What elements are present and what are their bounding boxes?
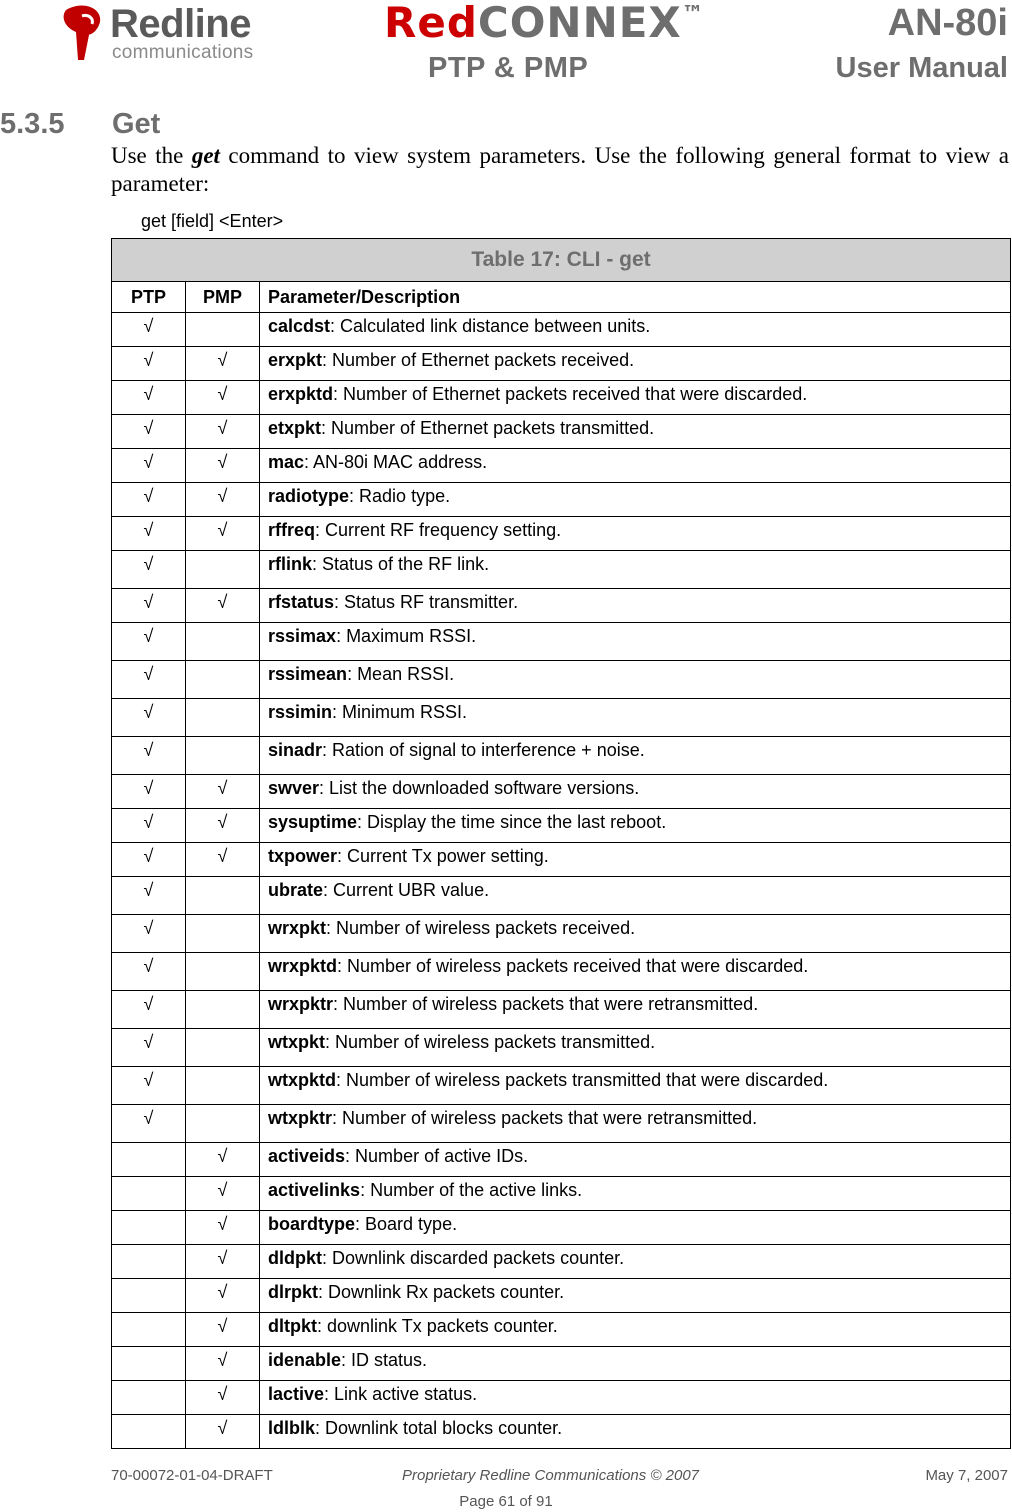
pmp-cell: √ bbox=[186, 589, 260, 623]
ptp-cell: √ bbox=[112, 953, 186, 991]
parameter-description: : Link active status. bbox=[324, 1384, 478, 1404]
table-row bbox=[112, 737, 1011, 775]
parameter-cell bbox=[260, 517, 1011, 551]
parameter-cell bbox=[260, 1381, 1011, 1415]
table-row bbox=[112, 699, 1011, 737]
parameter-cell bbox=[260, 1177, 1011, 1211]
ptp-cell: √ bbox=[112, 415, 186, 449]
table-row bbox=[112, 1177, 1011, 1211]
parameter-name: idenable bbox=[268, 1350, 342, 1370]
parameter-description: : Calculated link distance between units. bbox=[330, 316, 651, 336]
pmp-cell: √ bbox=[186, 775, 260, 809]
ptp-cell: √ bbox=[112, 877, 186, 915]
parameter-cell bbox=[260, 775, 1011, 809]
ptp-cell: √ bbox=[112, 449, 186, 483]
parameter-name: erxpktd bbox=[268, 384, 334, 404]
ptp-cell bbox=[112, 1211, 186, 1245]
ptp-cell: √ bbox=[112, 551, 186, 589]
footer-doc-id: 70-00072-01-04-DRAFT bbox=[111, 1467, 273, 1484]
pmp-cell: √ bbox=[186, 809, 260, 843]
pmp-cell bbox=[186, 877, 260, 915]
parameter-description: : Current Tx power setting. bbox=[337, 846, 549, 866]
parameter-description: : AN-80i MAC address. bbox=[304, 452, 488, 472]
parameter-description: : Number of wireless packets received. bbox=[326, 918, 636, 938]
parameter-cell bbox=[260, 699, 1011, 737]
ptp-cell: √ bbox=[112, 775, 186, 809]
pmp-cell bbox=[186, 661, 260, 699]
pmp-cell bbox=[186, 1067, 260, 1105]
pmp-cell bbox=[186, 551, 260, 589]
ptp-cell bbox=[112, 1313, 186, 1347]
parameter-description: : Number of Ethernet packets received. bbox=[322, 350, 635, 370]
table-row bbox=[112, 449, 1011, 483]
parameter-description: : Downlink discarded packets counter. bbox=[322, 1248, 625, 1268]
ptp-cell: √ bbox=[112, 737, 186, 775]
table-row bbox=[112, 415, 1011, 449]
table-row bbox=[112, 775, 1011, 809]
parameter-name: sinadr bbox=[268, 740, 323, 760]
ptp-cell: √ bbox=[112, 313, 186, 347]
brand-red-part: Red bbox=[384, 0, 478, 47]
parameter-cell bbox=[260, 381, 1011, 415]
pmp-cell: √ bbox=[186, 1347, 260, 1381]
parameter-name: radiotype bbox=[268, 486, 350, 506]
parameter-name: rfstatus bbox=[268, 592, 335, 612]
parameter-description: : Minimum RSSI. bbox=[332, 702, 468, 722]
pmp-cell: √ bbox=[186, 843, 260, 877]
table-caption: Table 17: CLI - get bbox=[112, 239, 1011, 282]
parameter-name: activelinks bbox=[268, 1180, 361, 1200]
brand-grey-part: CONNEX bbox=[477, 0, 682, 47]
parameter-description: : Current UBR value. bbox=[323, 880, 490, 900]
table-row bbox=[112, 1211, 1011, 1245]
table-row bbox=[112, 1347, 1011, 1381]
parameter-cell bbox=[260, 877, 1011, 915]
parameter-name: dlrpkt bbox=[268, 1282, 319, 1302]
parameter-cell bbox=[260, 347, 1011, 381]
pmp-cell: √ bbox=[186, 1415, 260, 1449]
table-row bbox=[112, 1279, 1011, 1313]
intro-paragraph bbox=[111, 142, 1009, 198]
parameter-name: erxpkt bbox=[268, 350, 323, 370]
parameter-description: : Status RF transmitter. bbox=[334, 592, 519, 612]
table-row bbox=[112, 1105, 1011, 1143]
parameter-description: : Number of wireless packets transmitted. bbox=[325, 1032, 656, 1052]
parameter-description: : Radio type. bbox=[349, 486, 451, 506]
product-subtitle: PTP & PMP bbox=[428, 52, 589, 84]
column-header-pmp: PMP bbox=[186, 282, 260, 313]
parameter-name: activeids bbox=[268, 1146, 346, 1166]
parameter-cell bbox=[260, 589, 1011, 623]
parameter-description: : Number of active IDs. bbox=[345, 1146, 529, 1166]
table-row bbox=[112, 1067, 1011, 1105]
parameter-cell bbox=[260, 1211, 1011, 1245]
table-row bbox=[112, 991, 1011, 1029]
parameter-description: : Number of wireless packets transmitted that were discarded. bbox=[336, 1070, 829, 1090]
parameter-name: rffreq bbox=[268, 520, 316, 540]
parameter-description: : Mean RSSI. bbox=[347, 664, 455, 684]
redline-logo bbox=[56, 2, 276, 64]
pmp-cell bbox=[186, 1105, 260, 1143]
ptp-cell: √ bbox=[112, 661, 186, 699]
ptp-cell: √ bbox=[112, 517, 186, 551]
ptp-cell: √ bbox=[112, 1105, 186, 1143]
ptp-cell bbox=[112, 1143, 186, 1177]
parameter-name: wrxpktd bbox=[268, 956, 338, 976]
parameter-cell bbox=[260, 1415, 1011, 1449]
logo-subtext: communications bbox=[112, 42, 254, 63]
pmp-cell: √ bbox=[186, 483, 260, 517]
ptp-cell: √ bbox=[112, 483, 186, 517]
parameter-cell bbox=[260, 483, 1011, 517]
table-row bbox=[112, 661, 1011, 699]
parameter-description: : Downlink Rx packets counter. bbox=[318, 1282, 565, 1302]
parameter-name: txpower bbox=[268, 846, 338, 866]
parameter-cell bbox=[260, 809, 1011, 843]
pmp-cell bbox=[186, 953, 260, 991]
parameter-cell bbox=[260, 1347, 1011, 1381]
parameter-name: dltpkt bbox=[268, 1316, 317, 1336]
ptp-cell: √ bbox=[112, 623, 186, 661]
parameter-description: : List the downloaded software versions. bbox=[319, 778, 640, 798]
ptp-cell: √ bbox=[112, 347, 186, 381]
ptp-cell: √ bbox=[112, 381, 186, 415]
parameter-cell bbox=[260, 1279, 1011, 1313]
intro-text-pre: Use the bbox=[111, 143, 192, 168]
parameter-name: wrxpktr bbox=[268, 994, 334, 1014]
ptp-cell: √ bbox=[112, 915, 186, 953]
parameter-cell bbox=[260, 1245, 1011, 1279]
pmp-cell: √ bbox=[186, 449, 260, 483]
parameter-description: : Number of Ethernet packets transmitted. bbox=[321, 418, 655, 438]
parameter-cell bbox=[260, 953, 1011, 991]
parameter-description: : Ration of signal to interference + noise. bbox=[322, 740, 645, 760]
ptp-cell: √ bbox=[112, 1029, 186, 1067]
pmp-cell: √ bbox=[186, 415, 260, 449]
ptp-cell bbox=[112, 1415, 186, 1449]
table-row bbox=[112, 877, 1011, 915]
parameter-description: : Number of the active links. bbox=[360, 1180, 583, 1200]
parameter-name: calcdst bbox=[268, 316, 331, 336]
table-row bbox=[112, 1415, 1011, 1449]
intro-command: get bbox=[191, 143, 220, 168]
model-name: AN-80i bbox=[887, 2, 1008, 44]
parameter-name: rssimin bbox=[268, 702, 333, 722]
parameter-name: wtxpktr bbox=[268, 1108, 333, 1128]
table-row bbox=[112, 517, 1011, 551]
parameter-description: : Number of wireless packets received that were discarded. bbox=[337, 956, 809, 976]
parameter-cell bbox=[260, 1029, 1011, 1067]
pmp-cell bbox=[186, 313, 260, 347]
parameter-cell bbox=[260, 313, 1011, 347]
parameter-cell bbox=[260, 1143, 1011, 1177]
ptp-cell: √ bbox=[112, 699, 186, 737]
table-row bbox=[112, 551, 1011, 589]
footer-page-number: Page 61 of 91 bbox=[459, 1493, 553, 1510]
pmp-cell: √ bbox=[186, 1143, 260, 1177]
parameter-name: ldlblk bbox=[268, 1418, 316, 1438]
ptp-cell: √ bbox=[112, 1067, 186, 1105]
intro-text-post: command to view system parameters. Use the following general format to view a parameter: bbox=[111, 143, 1010, 196]
parameter-name: sysuptime bbox=[268, 812, 358, 832]
parameter-description: : Current RF frequency setting. bbox=[315, 520, 562, 540]
pmp-cell bbox=[186, 699, 260, 737]
parameter-cell bbox=[260, 415, 1011, 449]
pmp-cell: √ bbox=[186, 1245, 260, 1279]
table-row bbox=[112, 347, 1011, 381]
parameter-name: rflink bbox=[268, 554, 313, 574]
ptp-cell: √ bbox=[112, 589, 186, 623]
pmp-cell bbox=[186, 915, 260, 953]
parameter-name: etxpkt bbox=[268, 418, 322, 438]
parameter-cell bbox=[260, 661, 1011, 699]
parameter-name: ubrate bbox=[268, 880, 324, 900]
parameter-name: boardtype bbox=[268, 1214, 356, 1234]
ptp-cell: √ bbox=[112, 843, 186, 877]
parameter-name: wrxpkt bbox=[268, 918, 327, 938]
section-heading bbox=[0, 108, 160, 141]
table-row bbox=[112, 313, 1011, 347]
command-syntax: get [field] <Enter> bbox=[141, 211, 284, 231]
column-header-ptp: PTP bbox=[112, 282, 186, 313]
parameter-name: swver bbox=[268, 778, 320, 798]
parameter-description: : ID status. bbox=[341, 1350, 428, 1370]
parameter-description: : Number of wireless packets that were retransmitted. bbox=[333, 994, 759, 1014]
ptp-cell: √ bbox=[112, 809, 186, 843]
ptp-cell bbox=[112, 1381, 186, 1415]
parameter-cell bbox=[260, 915, 1011, 953]
table-row bbox=[112, 623, 1011, 661]
table-row bbox=[112, 953, 1011, 991]
parameter-name: dldpkt bbox=[268, 1248, 322, 1268]
logo-wordmark: Redline bbox=[110, 2, 251, 46]
table-row bbox=[112, 483, 1011, 517]
table-row bbox=[112, 1245, 1011, 1279]
pmp-cell: √ bbox=[186, 1313, 260, 1347]
table-row bbox=[112, 1313, 1011, 1347]
parameter-description: : Number of wireless packets that were retransmitted. bbox=[332, 1108, 758, 1128]
cli-get-table bbox=[111, 238, 1011, 1449]
parameter-description: : Downlink total blocks counter. bbox=[315, 1418, 563, 1438]
ptp-cell bbox=[112, 1279, 186, 1313]
trademark-symbol: ™ bbox=[681, 2, 705, 27]
ptp-cell bbox=[112, 1245, 186, 1279]
table-row bbox=[112, 381, 1011, 415]
pmp-cell: √ bbox=[186, 1177, 260, 1211]
pmp-cell bbox=[186, 737, 260, 775]
parameter-name: wtxpktd bbox=[268, 1070, 337, 1090]
pmp-cell bbox=[186, 1029, 260, 1067]
parameter-description: : Status of the RF link. bbox=[312, 554, 490, 574]
parameter-description: : Display the time since the last reboot. bbox=[357, 812, 667, 832]
ptp-cell bbox=[112, 1347, 186, 1381]
section-number: 5.3.5 bbox=[0, 108, 65, 140]
parameter-cell bbox=[260, 623, 1011, 661]
parameter-cell bbox=[260, 737, 1011, 775]
parameter-description: : Number of Ethernet packets received that were discarded. bbox=[333, 384, 808, 404]
document-type: User Manual bbox=[835, 52, 1008, 84]
parameter-name: mac bbox=[268, 452, 305, 472]
parameter-cell bbox=[260, 1313, 1011, 1347]
footer-date: May 7, 2007 bbox=[925, 1467, 1008, 1484]
pmp-cell: √ bbox=[186, 347, 260, 381]
parameter-name: wtxpkt bbox=[268, 1032, 326, 1052]
column-header-parameter: Parameter/Description bbox=[260, 282, 1011, 313]
parameter-description: : Board type. bbox=[355, 1214, 458, 1234]
footer-proprietary: Proprietary Redline Communications © 2007 bbox=[402, 1467, 700, 1484]
parameter-cell bbox=[260, 843, 1011, 877]
pmp-cell bbox=[186, 623, 260, 661]
section-title: Get bbox=[112, 108, 161, 140]
parameter-cell bbox=[260, 1105, 1011, 1143]
parameter-cell bbox=[260, 551, 1011, 589]
pmp-cell: √ bbox=[186, 1381, 260, 1415]
redline-swoosh-icon bbox=[56, 2, 110, 64]
pmp-cell: √ bbox=[186, 1211, 260, 1245]
table-row bbox=[112, 1381, 1011, 1415]
pmp-cell: √ bbox=[186, 1279, 260, 1313]
pmp-cell bbox=[186, 991, 260, 1029]
parameter-cell bbox=[260, 1067, 1011, 1105]
pmp-cell: √ bbox=[186, 381, 260, 415]
table-row bbox=[112, 915, 1011, 953]
parameter-description: : downlink Tx packets counter. bbox=[317, 1316, 558, 1336]
table-row bbox=[112, 1029, 1011, 1067]
table-row bbox=[112, 1143, 1011, 1177]
ptp-cell bbox=[112, 1177, 186, 1211]
parameter-name: lactive bbox=[268, 1384, 325, 1404]
pmp-cell: √ bbox=[186, 517, 260, 551]
page-header bbox=[0, 0, 1012, 96]
table-row bbox=[112, 589, 1011, 623]
parameter-name: rssimax bbox=[268, 626, 337, 646]
ptp-cell: √ bbox=[112, 991, 186, 1029]
table-row bbox=[112, 843, 1011, 877]
parameter-description: : Maximum RSSI. bbox=[336, 626, 477, 646]
table-row bbox=[112, 809, 1011, 843]
parameter-cell bbox=[260, 991, 1011, 1029]
parameter-cell bbox=[260, 449, 1011, 483]
parameter-name: rssimean bbox=[268, 664, 348, 684]
product-brand bbox=[384, 0, 705, 47]
